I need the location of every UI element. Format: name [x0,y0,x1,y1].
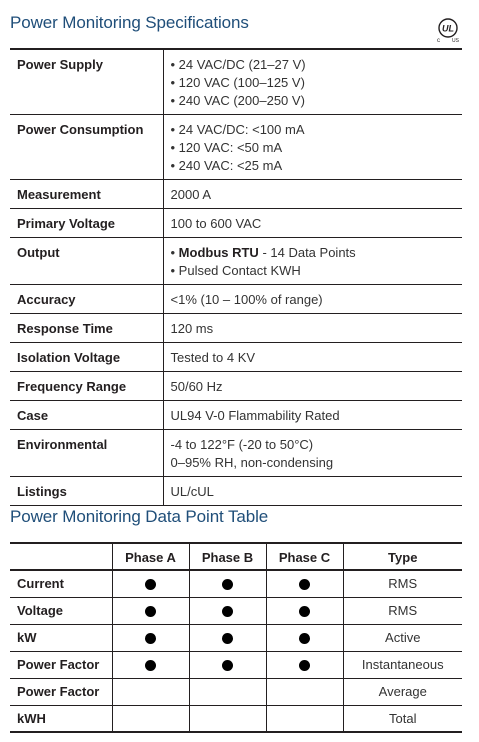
spec-value-line: 0–95% RH, non-condensing [170,455,334,470]
type-cell: Average [343,678,462,705]
specifications-table [10,48,462,506]
spec-value-line: • 240 VAC (200–250 V) [170,93,305,108]
spec-label: Power Supply [10,49,163,115]
spec-value [163,49,462,115]
filled-dot-icon [299,633,310,644]
phase-c-cell [266,705,343,732]
row-label: Voltage [10,597,112,624]
spec-label: Frequency Range [10,372,163,401]
spec-value [163,314,462,343]
spec-row [10,314,462,343]
filled-dot-icon [299,660,310,671]
table-row [10,597,462,624]
table-row [10,570,462,597]
phase-c-cell [266,624,343,651]
table-row [10,624,462,651]
table-row [10,678,462,705]
spec-row [10,343,462,372]
type-cell: Active [343,624,462,651]
datapoint-section-title: Power Monitoring Data Point Table [10,507,269,526]
header-type: Type [343,543,462,570]
filled-dot-icon [299,579,310,590]
spec-label: Listings [10,477,163,506]
spec-row [10,209,462,238]
spec-row [10,430,462,477]
spec-value [163,343,462,372]
filled-dot-icon [145,606,156,617]
spec-value [163,285,462,314]
filled-dot-icon [222,660,233,671]
spec-value [163,372,462,401]
spec-value-line: • 120 VAC (100–125 V) [170,75,305,90]
phase-c-cell [266,570,343,597]
phase-a-cell [112,624,189,651]
filled-dot-icon [145,660,156,671]
phase-b-cell [189,597,266,624]
spec-label: Isolation Voltage [10,343,163,372]
spec-row [10,401,462,430]
phase-c-cell [266,651,343,678]
spec-value-line: • Pulsed Contact KWH [170,263,301,278]
spec-value-line: • 24 VAC/DC: <100 mA [170,122,305,137]
spec-value-line: • 120 VAC: <50 mA [170,140,283,155]
type-cell: RMS [343,570,462,597]
phase-b-cell [189,651,266,678]
spec-row [10,372,462,401]
spec-value-line: • Modbus RTU - 14 Data Points [170,245,356,260]
spec-value-line: 50/60 Hz [170,379,223,394]
ul-listing-icon [433,14,463,44]
filled-dot-icon [222,633,233,644]
spec-row [10,115,462,180]
spec-label: Case [10,401,163,430]
spec-label: Power Consumption [10,115,163,180]
filled-dot-icon [145,633,156,644]
spec-value-line: • 240 VAC: <25 mA [170,158,283,173]
spec-label: Environmental [10,430,163,477]
spec-label: Measurement [10,180,163,209]
filled-dot-icon [299,606,310,617]
spec-row [10,477,462,506]
phase-b-cell [189,705,266,732]
spec-value [163,180,462,209]
ul-mark-c: c [437,38,440,44]
data-point-table [10,542,462,733]
type-cell: Total [343,705,462,732]
phase-a-cell [112,651,189,678]
type-cell: Instantaneous [343,651,462,678]
spec-label: Accuracy [10,285,163,314]
output-detail: - 14 Data Points [258,245,356,260]
spec-value [163,238,462,285]
header-phase-a: Phase A [112,543,189,570]
type-cell: RMS [343,597,462,624]
table-row [10,705,462,732]
spec-value-line: -4 to 122°F (-20 to 50°C) [170,437,314,452]
spec-value-line: • 24 VAC/DC (21–27 V) [170,57,306,72]
phase-c-cell [266,678,343,705]
header-phase-b: Phase B [189,543,266,570]
spec-label: Output [10,238,163,285]
spec-value [163,209,462,238]
row-label: kWH [10,705,112,732]
spec-value-line: Tested to 4 KV [170,350,256,365]
spec-section-title: Power Monitoring Specifications [10,13,249,32]
spec-value [163,115,462,180]
phase-b-cell [189,570,266,597]
spec-value-line: 2000 A [170,187,211,202]
spec-label: Response Time [10,314,163,343]
table-header-row [10,543,462,570]
header-cell-blank [10,543,112,570]
phase-b-cell [189,624,266,651]
output-protocol: Modbus RTU [178,245,259,260]
spec-value-line: <1% (10 – 100% of range) [170,292,323,307]
spec-value [163,477,462,506]
spec-value [163,430,462,477]
filled-dot-icon [145,579,156,590]
spec-label: Primary Voltage [10,209,163,238]
phase-c-cell [266,597,343,624]
phase-a-cell [112,705,189,732]
ul-mark-text: UL [442,23,454,34]
phase-a-cell [112,570,189,597]
header-phase-c: Phase C [266,543,343,570]
row-label: Power Factor [10,678,112,705]
spec-value [163,401,462,430]
phase-a-cell [112,678,189,705]
spec-value-line: 120 ms [170,321,214,336]
spec-row [10,180,462,209]
table-row [10,651,462,678]
filled-dot-icon [222,606,233,617]
spec-value-line: 100 to 600 VAC [170,216,262,231]
spec-value-line: UL94 V-0 Flammability Rated [170,408,340,423]
row-label: Power Factor [10,651,112,678]
spec-row [10,238,462,285]
filled-dot-icon [222,579,233,590]
row-label: kW [10,624,112,651]
phase-a-cell [112,597,189,624]
ul-mark-us: US [452,38,459,44]
spec-value-line: UL/cUL [170,484,214,499]
phase-b-cell [189,678,266,705]
spec-row [10,285,462,314]
spec-row [10,49,462,115]
row-label: Current [10,570,112,597]
